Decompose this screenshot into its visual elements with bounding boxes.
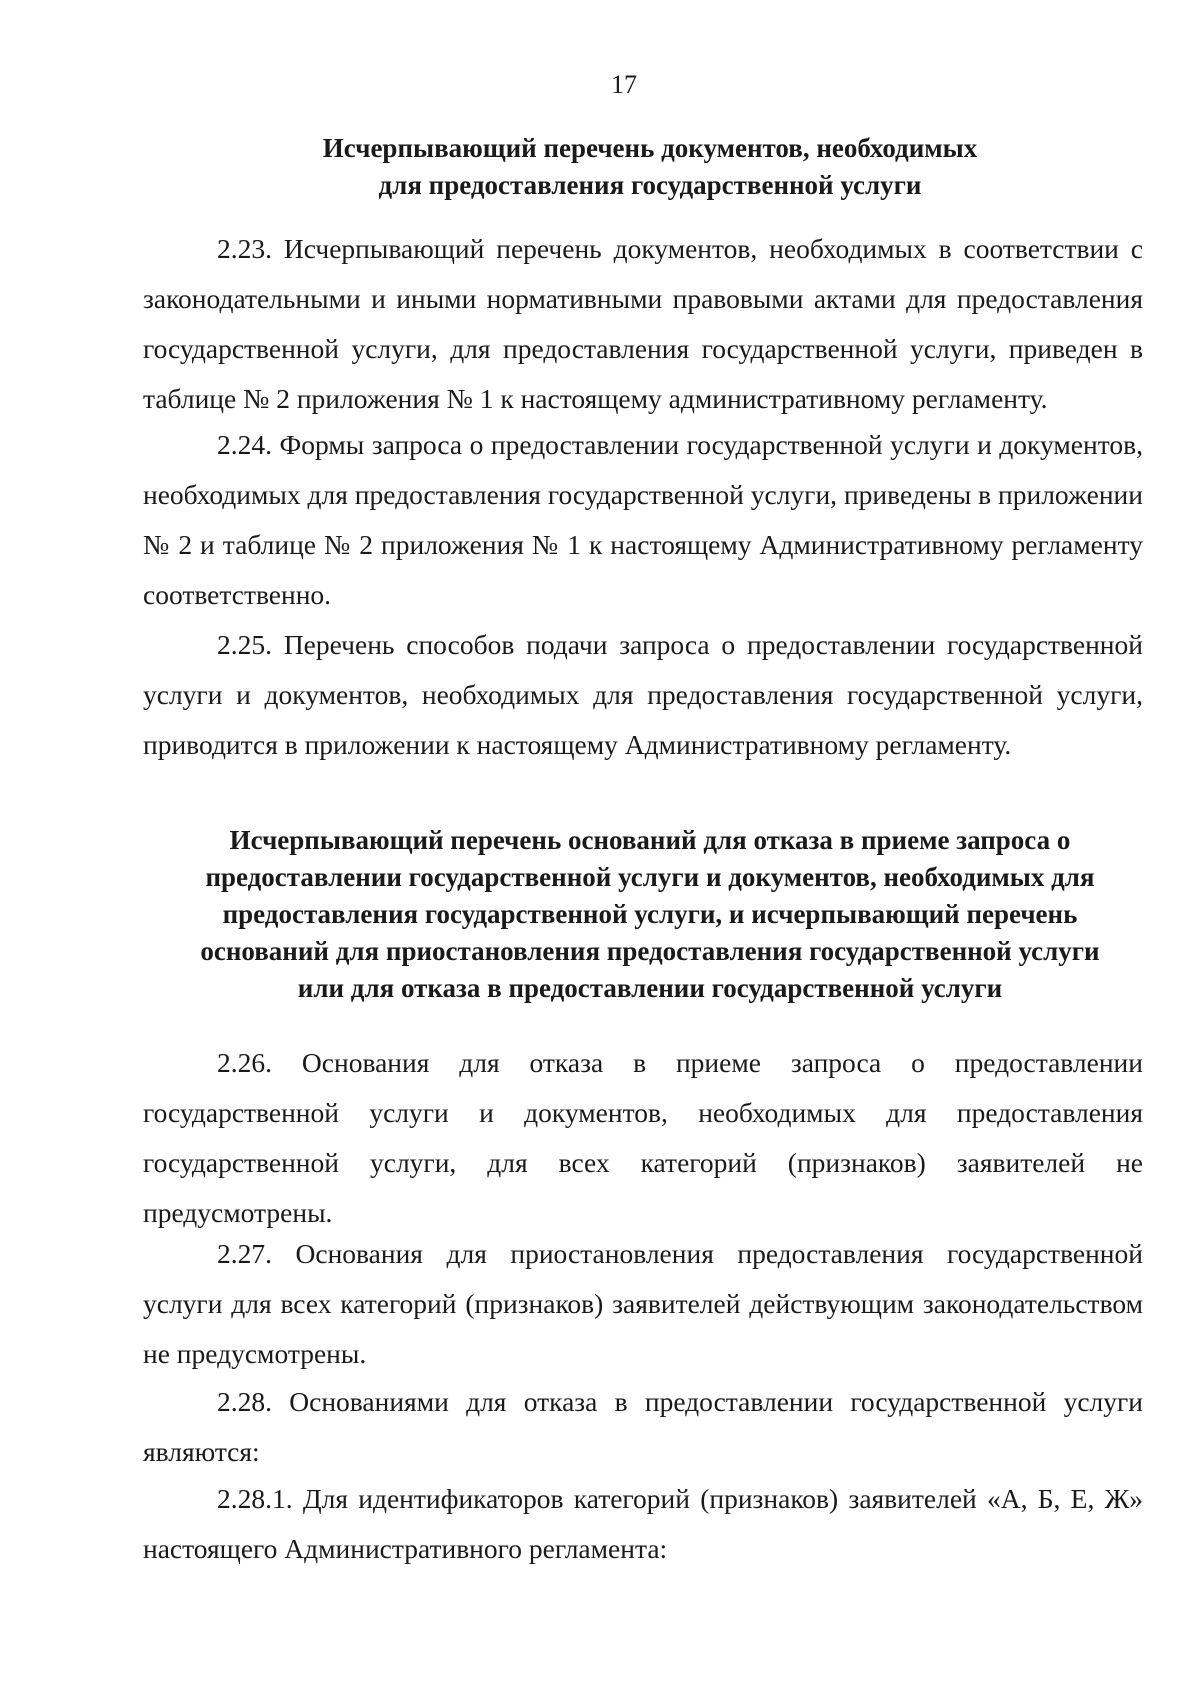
paragraph-2-23: 2.23. Исчерпывающий перечень документов, необходимых в соответствии с законодательными и иными нормативными правовыми актами для предоставления государственной услуги, для предоставления государственной услуги, приведен в таблице № 2 приложения № 1 к настоящему административному регламенту. (143, 233, 1143, 414)
heading-line: Исчерпывающий перечень оснований для отказа в приеме запроса о (229, 825, 1071, 855)
heading-line: Исчерпывающий перечень документов, необходимых (322, 133, 978, 163)
paragraph-2-26: 2.26. Основания для отказа в приеме запроса о предоставлении государственной услуги и документов, необходимых для предоставления государственной услуги, для всех категорий (признаков) заявителей не предусмотрены. (143, 1047, 1143, 1228)
paragraph-2-28-1: 2.28.1. Для идентификаторов категорий (признаков) заявителей «А, Б, Е, Ж» настоящего Административного регламента: (143, 1483, 1143, 1564)
paragraph-2-25: 2.25. Перечень способов подачи запроса о предоставлении государственной услуги и документов, необходимых для предоставления государственной услуги, приводится в приложении к настоящему Административному регламенту. (143, 629, 1143, 760)
page-number: 17 (611, 70, 637, 99)
paragraph-2-28: 2.28. Основаниями для отказа в предоставлении государственной услуги являются: (143, 1386, 1143, 1467)
heading-line: для предоставления государственной услуги (378, 170, 922, 200)
section-heading-refusal-grounds (150, 822, 1150, 1007)
section-heading-documents-list (150, 130, 1150, 204)
heading-line: предоставлении государственной услуги и документов, необходимых для (205, 862, 1095, 892)
heading-line: предоставления государственной услуги, и исчерпывающий перечень (222, 899, 1078, 929)
paragraph-2-27: 2.27. Основания для приостановления предоставления государственной услуги для всех категорий (признаков) заявителей действующим законодательством не предусмотрены. (143, 1238, 1143, 1369)
paragraph-2-24: 2.24. Формы запроса о предоставлении государственной услуги и документов, необходимых для предоставления государственной услуги, приведены в приложении № 2 и таблице № 2 приложения № 1 к настоящему Административному регламенту соответственно. (143, 429, 1143, 610)
heading-line: или для отказа в предоставлении государственной услуги (297, 973, 1003, 1003)
heading-line: оснований для приостановления предоставления государственной услуги (200, 936, 1100, 966)
